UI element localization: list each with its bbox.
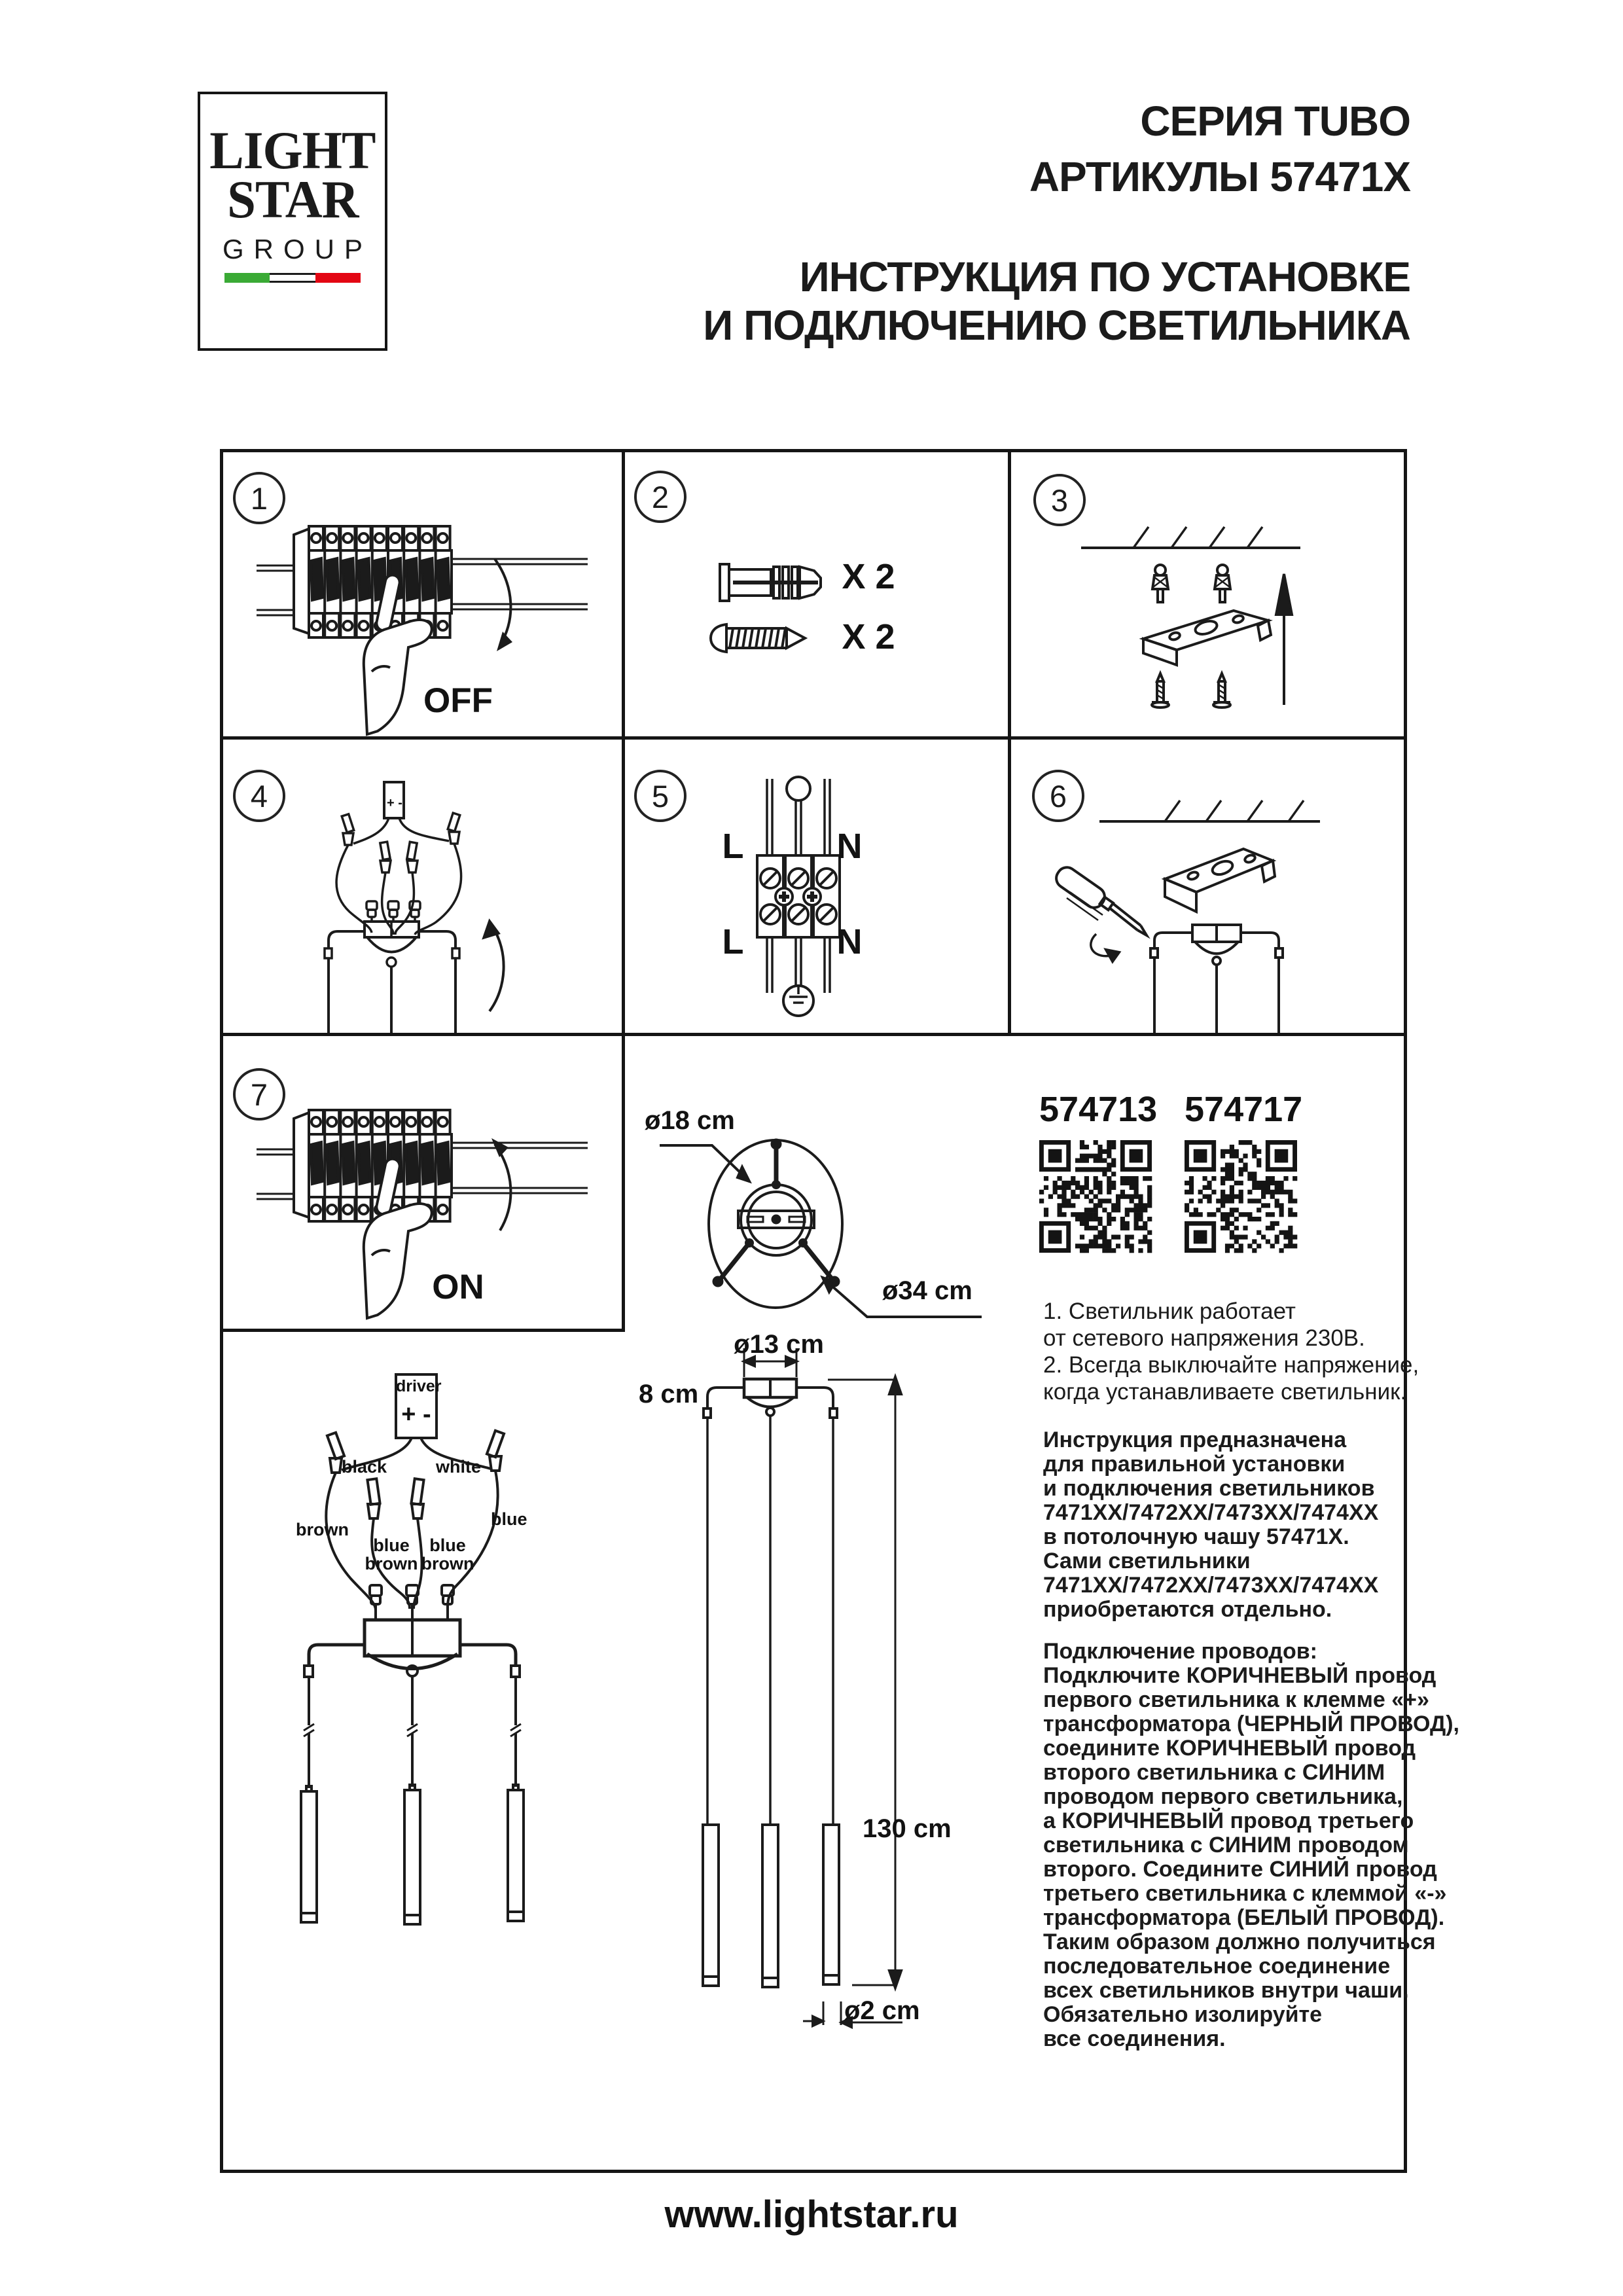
intro-line: приобретаются отдельно. xyxy=(1043,1597,1332,1622)
bracket-mounting-illustration xyxy=(1008,449,1407,736)
diameter-18-label: ø18 cm xyxy=(645,1106,735,1135)
driver-label: driver xyxy=(396,1377,442,1395)
step-6-number: 6 xyxy=(1032,770,1084,822)
step-3-number: 3 xyxy=(1033,474,1086,526)
pair-right-brown-label: brown xyxy=(421,1554,474,1573)
drop-130-label: 130 cm xyxy=(863,1814,952,1843)
pair-left-brown-label: brown xyxy=(365,1554,418,1573)
intro-line: 7471ХХ/7472ХХ/7473ХХ/7474ХХ xyxy=(1043,1500,1379,1525)
intro-paragraph xyxy=(1043,1428,1413,1622)
intro-line: Сами светильники xyxy=(1043,1549,1251,1573)
wiring-line: светильника с СИНИМ проводом xyxy=(1043,1833,1409,1857)
step-4-number: 4 xyxy=(233,770,285,822)
wiring-line: все соединения. xyxy=(1043,2026,1226,2051)
logo-star: STAR xyxy=(226,170,359,230)
wiring-line: Подключите КОРИЧНЕВЫЙ провод xyxy=(1043,1663,1436,1688)
step-1-number: 1 xyxy=(233,472,285,524)
articles-title: АРТИКУЛЫ 57471X xyxy=(1029,153,1410,200)
wiring-line: Обязательно изолируйте xyxy=(1043,2002,1323,2027)
flag-red xyxy=(315,273,361,283)
page-title-line1: ИНСТРУКЦИЯ ПО УСТАНОВКЕ xyxy=(799,253,1410,300)
intro-line: 7471ХХ/7472ХХ/7473ХХ/7474ХХ xyxy=(1043,1573,1379,1598)
article-code-left: 574713 xyxy=(1039,1090,1158,1129)
driver-polarity-label: + - xyxy=(401,1401,431,1428)
flag-white xyxy=(270,273,315,283)
lightstar-logo xyxy=(198,92,387,351)
line-label-bottom: L xyxy=(722,922,744,961)
off-label: OFF xyxy=(423,681,493,720)
wiring-line: первого светильника к клемме «+» xyxy=(1043,1687,1429,1712)
white-wire-label: white xyxy=(436,1457,482,1477)
pendant-wiring-diagram xyxy=(220,1330,622,2173)
pair-right-blue-label: blue xyxy=(429,1535,466,1555)
wiring-heading: Подключение проводов: xyxy=(1043,1639,1317,1664)
note-line: 2. Всегда выключайте напряжение, xyxy=(1043,1352,1419,1378)
wiring-line: всех светильников внутри чаши. xyxy=(1043,1978,1409,2003)
terminal-block-illustration xyxy=(622,736,1008,1033)
intro-line: Инструкция предназначена xyxy=(1043,1427,1347,1452)
power-notes xyxy=(1043,1298,1419,1405)
article-code-right: 574717 xyxy=(1185,1090,1303,1129)
wiring-paragraph xyxy=(1043,1639,1459,2051)
driver-connection-illustration xyxy=(220,736,622,1033)
wiring-line: трансформатора (БЕЛЫЙ ПРОВОД). xyxy=(1043,1905,1445,1930)
step-7-number: 7 xyxy=(233,1068,285,1121)
qr-code-574717 xyxy=(1185,1140,1297,1253)
italian-flag-bar xyxy=(224,273,361,283)
series-title: СЕРИЯ TUBO xyxy=(1140,98,1410,145)
on-label: ON xyxy=(432,1268,484,1306)
step-5-number: 5 xyxy=(634,770,687,822)
wiring-line: трансформатора (ЧЕРНЫЙ ПРОВОД), xyxy=(1043,1712,1459,1736)
intro-line: в потолочную чашу 57471Х. xyxy=(1043,1524,1349,1549)
tube-diameter-label: ø2 cm xyxy=(844,1996,920,2025)
wiring-line: а КОРИЧНЕВЫЙ провод третьего xyxy=(1043,1808,1414,1833)
wiring-line: второго. Соедините СИНИЙ провод xyxy=(1043,1857,1437,1882)
line-label-top: L xyxy=(722,827,744,866)
diameter-13-label: ø13 cm xyxy=(734,1330,824,1359)
diameter-34-label: ø34 cm xyxy=(882,1276,972,1305)
website-url: www.lightstar.ru xyxy=(664,2193,959,2236)
front-view-diagram xyxy=(625,1330,965,2174)
page-title-line2: И ПОДКЛЮЧЕНИЮ СВЕТИЛЬНИКА xyxy=(703,302,1410,349)
wiring-line: третьего светильника с клеммой «-» xyxy=(1043,1881,1447,1906)
wiring-line: проводом первого светильника, xyxy=(1043,1784,1403,1809)
fasteners-illustration xyxy=(622,449,1008,736)
neutral-label-top: N xyxy=(836,827,863,866)
step-2-number: 2 xyxy=(634,471,687,523)
logo-group: GROUP xyxy=(222,233,372,264)
logo-light: LIGHT xyxy=(209,120,376,180)
note-line: от сетевого напряжения 230В. xyxy=(1043,1325,1365,1351)
dowel-qty-label: X 2 xyxy=(842,557,895,596)
screw-qty-label: X 2 xyxy=(842,617,895,656)
neutral-label-bottom: N xyxy=(836,922,863,961)
intro-line: для правильной установки xyxy=(1043,1452,1346,1477)
wiring-line: соедините КОРИЧНЕВЫЙ провод xyxy=(1043,1736,1416,1761)
blue-wire-label: blue xyxy=(491,1509,527,1529)
brown-wire-label: brown xyxy=(296,1520,349,1539)
qr-code-574713 xyxy=(1039,1140,1152,1253)
wiring-line: последовательное соединение xyxy=(1043,1954,1391,1979)
wiring-line: Таким образом должно получиться xyxy=(1043,1929,1436,1954)
black-wire-label: black xyxy=(342,1457,387,1477)
canopy-fixing-illustration xyxy=(1008,736,1407,1033)
flag-green xyxy=(224,273,270,283)
pair-left-blue-label: blue xyxy=(373,1535,410,1555)
note-line: когда устанавливаете светильник. xyxy=(1043,1379,1407,1405)
intro-line: и подключения светильников xyxy=(1043,1476,1375,1501)
note-line: 1. Светильник работает xyxy=(1043,1299,1296,1324)
driver-polarity-small-label: + - xyxy=(387,796,402,810)
wiring-line: второго светильника с СИНИМ xyxy=(1043,1760,1385,1785)
height-8-label: 8 cm xyxy=(639,1380,699,1408)
